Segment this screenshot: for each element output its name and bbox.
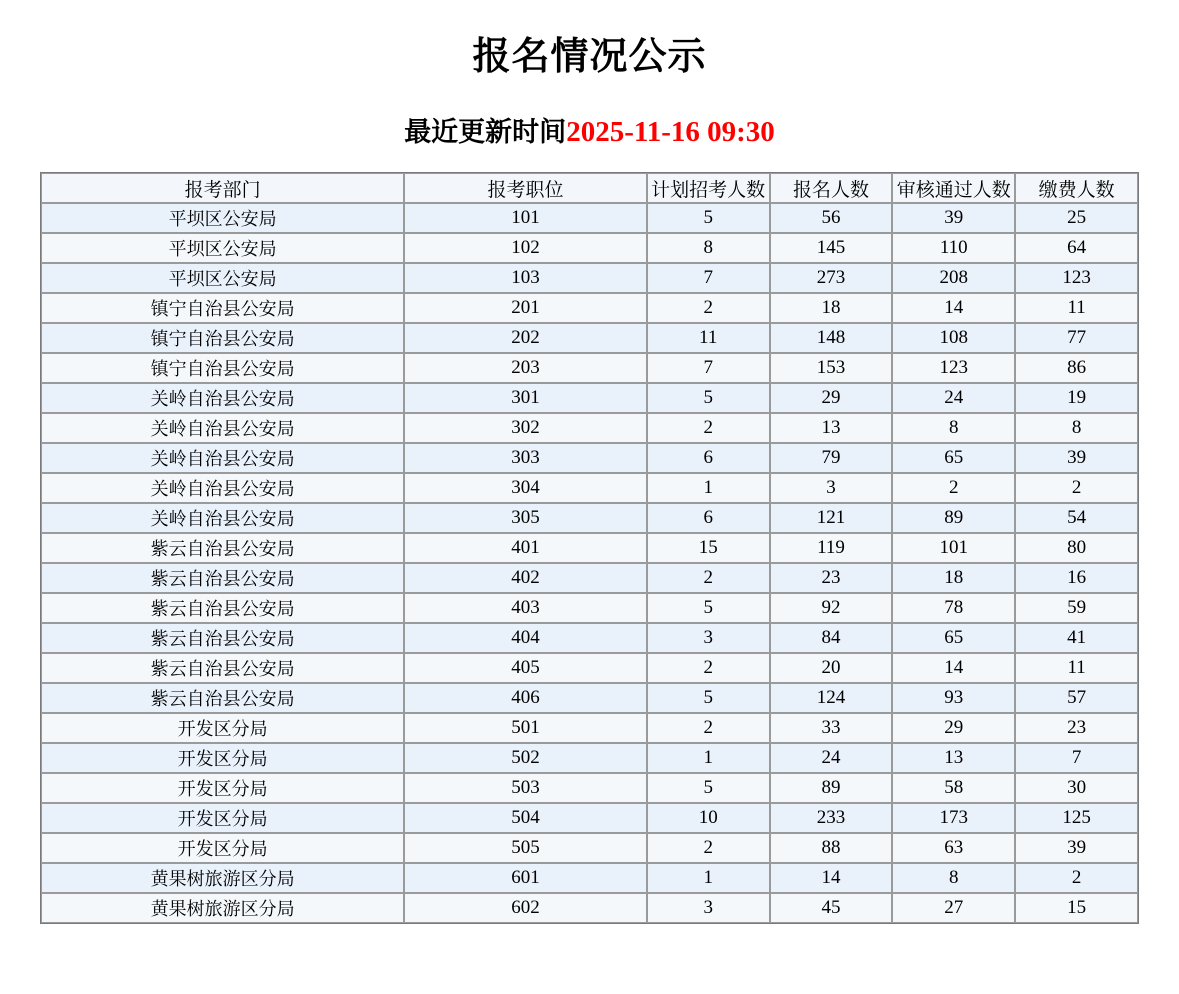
cell-paid: 39 [1015, 833, 1138, 863]
cell-applicants: 24 [770, 743, 893, 773]
cell-paid: 7 [1015, 743, 1138, 773]
cell-planned: 8 [647, 233, 770, 263]
cell-approved: 173 [892, 803, 1015, 833]
cell-paid: 57 [1015, 683, 1138, 713]
cell-applicants: 233 [770, 803, 893, 833]
cell-department: 紫云自治县公安局 [41, 563, 404, 593]
cell-approved: 14 [892, 293, 1015, 323]
table-row [41, 713, 1138, 743]
cell-paid: 77 [1015, 323, 1138, 353]
cell-approved: 14 [892, 653, 1015, 683]
cell-paid: 86 [1015, 353, 1138, 383]
table-row [41, 803, 1138, 833]
cell-position: 601 [404, 863, 647, 893]
cell-position: 303 [404, 443, 647, 473]
table-row [41, 233, 1138, 263]
registration-table [40, 172, 1139, 924]
cell-department: 紫云自治县公安局 [41, 653, 404, 683]
cell-approved: 78 [892, 593, 1015, 623]
cell-applicants: 56 [770, 203, 893, 233]
table-row [41, 863, 1138, 893]
table-row [41, 353, 1138, 383]
cell-paid: 2 [1015, 473, 1138, 503]
cell-planned: 10 [647, 803, 770, 833]
cell-approved: 65 [892, 623, 1015, 653]
cell-planned: 7 [647, 263, 770, 293]
cell-paid: 11 [1015, 653, 1138, 683]
table-row [41, 683, 1138, 713]
cell-position: 101 [404, 203, 647, 233]
table-row [41, 563, 1138, 593]
cell-paid: 80 [1015, 533, 1138, 563]
cell-applicants: 89 [770, 773, 893, 803]
header-applicants: 报名人数 [770, 173, 893, 203]
cell-approved: 8 [892, 413, 1015, 443]
cell-applicants: 273 [770, 263, 893, 293]
cell-approved: 8 [892, 863, 1015, 893]
last-updated [0, 114, 1179, 150]
table-row [41, 383, 1138, 413]
cell-department: 开发区分局 [41, 803, 404, 833]
cell-planned: 2 [647, 563, 770, 593]
last-updated-label: 最近更新时间 [404, 117, 567, 148]
cell-paid: 64 [1015, 233, 1138, 263]
cell-position: 504 [404, 803, 647, 833]
header-position: 报考职位 [404, 173, 647, 203]
table-row [41, 263, 1138, 293]
cell-position: 201 [404, 293, 647, 323]
cell-planned: 1 [647, 863, 770, 893]
cell-planned: 5 [647, 773, 770, 803]
cell-approved: 89 [892, 503, 1015, 533]
cell-applicants: 84 [770, 623, 893, 653]
cell-approved: 27 [892, 893, 1015, 923]
cell-planned: 5 [647, 683, 770, 713]
table-row [41, 443, 1138, 473]
cell-department: 关岭自治县公安局 [41, 383, 404, 413]
cell-applicants: 153 [770, 353, 893, 383]
cell-position: 404 [404, 623, 647, 653]
cell-paid: 59 [1015, 593, 1138, 623]
cell-position: 403 [404, 593, 647, 623]
table-row [41, 773, 1138, 803]
cell-applicants: 119 [770, 533, 893, 563]
cell-position: 103 [404, 263, 647, 293]
table-header-row [41, 173, 1138, 203]
cell-position: 405 [404, 653, 647, 683]
cell-paid: 125 [1015, 803, 1138, 833]
cell-paid: 25 [1015, 203, 1138, 233]
cell-approved: 101 [892, 533, 1015, 563]
cell-applicants: 33 [770, 713, 893, 743]
cell-department: 开发区分局 [41, 743, 404, 773]
header-planned: 计划招考人数 [647, 173, 770, 203]
cell-approved: 39 [892, 203, 1015, 233]
cell-department: 平坝区公安局 [41, 203, 404, 233]
cell-planned: 2 [647, 833, 770, 863]
table-row [41, 293, 1138, 323]
cell-department: 紫云自治县公安局 [41, 593, 404, 623]
cell-position: 406 [404, 683, 647, 713]
cell-approved: 29 [892, 713, 1015, 743]
cell-department: 黄果树旅游区分局 [41, 863, 404, 893]
cell-approved: 24 [892, 383, 1015, 413]
cell-paid: 23 [1015, 713, 1138, 743]
cell-department: 关岭自治县公安局 [41, 473, 404, 503]
cell-planned: 2 [647, 413, 770, 443]
cell-approved: 2 [892, 473, 1015, 503]
cell-applicants: 148 [770, 323, 893, 353]
cell-approved: 65 [892, 443, 1015, 473]
cell-department: 关岭自治县公安局 [41, 443, 404, 473]
cell-position: 602 [404, 893, 647, 923]
table-row [41, 893, 1138, 923]
cell-applicants: 124 [770, 683, 893, 713]
cell-applicants: 79 [770, 443, 893, 473]
cell-paid: 8 [1015, 413, 1138, 443]
header-department: 报考部门 [41, 173, 404, 203]
cell-applicants: 13 [770, 413, 893, 443]
table-row [41, 623, 1138, 653]
cell-department: 镇宁自治县公安局 [41, 293, 404, 323]
cell-applicants: 121 [770, 503, 893, 533]
cell-approved: 13 [892, 743, 1015, 773]
cell-position: 502 [404, 743, 647, 773]
cell-paid: 15 [1015, 893, 1138, 923]
cell-paid: 54 [1015, 503, 1138, 533]
cell-approved: 58 [892, 773, 1015, 803]
cell-position: 202 [404, 323, 647, 353]
table-row [41, 593, 1138, 623]
cell-applicants: 18 [770, 293, 893, 323]
cell-department: 平坝区公安局 [41, 263, 404, 293]
cell-position: 302 [404, 413, 647, 443]
cell-applicants: 45 [770, 893, 893, 923]
cell-applicants: 145 [770, 233, 893, 263]
cell-paid: 39 [1015, 443, 1138, 473]
cell-position: 301 [404, 383, 647, 413]
cell-planned: 11 [647, 323, 770, 353]
cell-approved: 110 [892, 233, 1015, 263]
cell-paid: 2 [1015, 863, 1138, 893]
header-paid: 缴费人数 [1015, 173, 1138, 203]
cell-applicants: 3 [770, 473, 893, 503]
cell-planned: 6 [647, 503, 770, 533]
cell-department: 紫云自治县公安局 [41, 533, 404, 563]
cell-planned: 3 [647, 623, 770, 653]
cell-paid: 11 [1015, 293, 1138, 323]
cell-applicants: 20 [770, 653, 893, 683]
cell-applicants: 92 [770, 593, 893, 623]
cell-department: 平坝区公安局 [41, 233, 404, 263]
cell-approved: 18 [892, 563, 1015, 593]
cell-position: 102 [404, 233, 647, 263]
cell-position: 505 [404, 833, 647, 863]
table-row [41, 653, 1138, 683]
cell-position: 402 [404, 563, 647, 593]
cell-planned: 2 [647, 713, 770, 743]
cell-department: 紫云自治县公安局 [41, 623, 404, 653]
cell-planned: 2 [647, 653, 770, 683]
cell-department: 镇宁自治县公安局 [41, 353, 404, 383]
cell-planned: 1 [647, 473, 770, 503]
cell-approved: 63 [892, 833, 1015, 863]
cell-applicants: 29 [770, 383, 893, 413]
cell-paid: 123 [1015, 263, 1138, 293]
cell-position: 305 [404, 503, 647, 533]
table-row [41, 413, 1138, 443]
last-updated-time: 2025-11-16 09:30 [566, 116, 775, 148]
cell-approved: 108 [892, 323, 1015, 353]
cell-planned: 5 [647, 203, 770, 233]
cell-paid: 30 [1015, 773, 1138, 803]
cell-paid: 16 [1015, 563, 1138, 593]
cell-planned: 7 [647, 353, 770, 383]
cell-applicants: 23 [770, 563, 893, 593]
cell-department: 紫云自治县公安局 [41, 683, 404, 713]
page-title: 报名情况公示 [472, 34, 707, 78]
cell-approved: 93 [892, 683, 1015, 713]
table-row [41, 743, 1138, 773]
cell-paid: 41 [1015, 623, 1138, 653]
cell-planned: 1 [647, 743, 770, 773]
cell-department: 开发区分局 [41, 833, 404, 863]
table-row [41, 473, 1138, 503]
cell-planned: 5 [647, 593, 770, 623]
cell-planned: 15 [647, 533, 770, 563]
cell-planned: 6 [647, 443, 770, 473]
cell-department: 开发区分局 [41, 773, 404, 803]
cell-department: 开发区分局 [41, 713, 404, 743]
cell-planned: 2 [647, 293, 770, 323]
cell-position: 304 [404, 473, 647, 503]
cell-planned: 5 [647, 383, 770, 413]
table-row [41, 533, 1138, 563]
cell-department: 关岭自治县公安局 [41, 413, 404, 443]
cell-position: 503 [404, 773, 647, 803]
cell-approved: 123 [892, 353, 1015, 383]
cell-position: 203 [404, 353, 647, 383]
cell-approved: 208 [892, 263, 1015, 293]
cell-position: 501 [404, 713, 647, 743]
table-row [41, 203, 1138, 233]
table-row [41, 833, 1138, 863]
cell-paid: 19 [1015, 383, 1138, 413]
cell-department: 黄果树旅游区分局 [41, 893, 404, 923]
cell-applicants: 14 [770, 863, 893, 893]
cell-department: 关岭自治县公安局 [41, 503, 404, 533]
cell-position: 401 [404, 533, 647, 563]
cell-planned: 3 [647, 893, 770, 923]
cell-department: 镇宁自治县公安局 [41, 323, 404, 353]
cell-applicants: 88 [770, 833, 893, 863]
table-row [41, 323, 1138, 353]
table-row [41, 503, 1138, 533]
header-approved: 审核通过人数 [892, 173, 1015, 203]
